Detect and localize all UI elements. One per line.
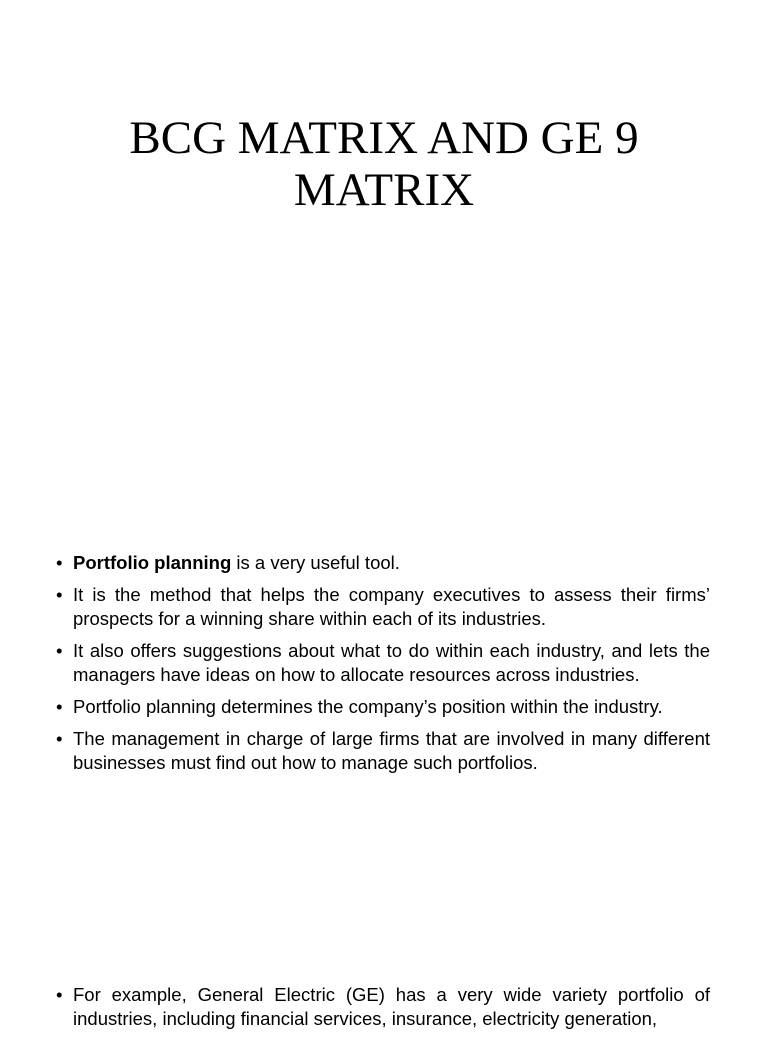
bullet-text: Portfolio planning determines the company’s position within the industry. (73, 696, 663, 717)
bullet-text: is a very useful tool. (231, 552, 400, 573)
bullet-item (56, 551, 710, 575)
bullet-bold-text: Portfolio planning (73, 552, 232, 573)
bullet-icon: • (56, 552, 63, 573)
bullet-list (56, 551, 710, 783)
bullet-text: It also offers suggestions about what to do within each industry, and lets the managers have ideas on how to allocate resources across industries. (73, 640, 710, 685)
bullet-icon: • (56, 584, 63, 605)
bullet-icon: • (56, 640, 63, 661)
bullet-item (56, 583, 710, 631)
bullet-text: For example, General Electric (GE) has a very wide variety portfolio of industries, including financial services, insurance, electricity generation, (73, 984, 710, 1029)
bullet-icon: • (56, 696, 63, 717)
bullet-icon: • (56, 984, 63, 1005)
bullet-item (56, 639, 710, 687)
bullet-text: It is the method that helps the company executives to assess their firms’ prospects for a winning share within each of its industries. (73, 584, 710, 629)
bullet-list-lower (56, 983, 710, 1039)
bullet-text: The management in charge of large firms that are involved in many different businesses must find out how to manage such portfolios. (73, 728, 710, 773)
bullet-item (56, 727, 710, 775)
bullet-icon: • (56, 728, 63, 749)
slide-title: BCG MATRIX AND GE 9 MATRIX (129, 112, 639, 216)
bullet-item (56, 695, 710, 719)
